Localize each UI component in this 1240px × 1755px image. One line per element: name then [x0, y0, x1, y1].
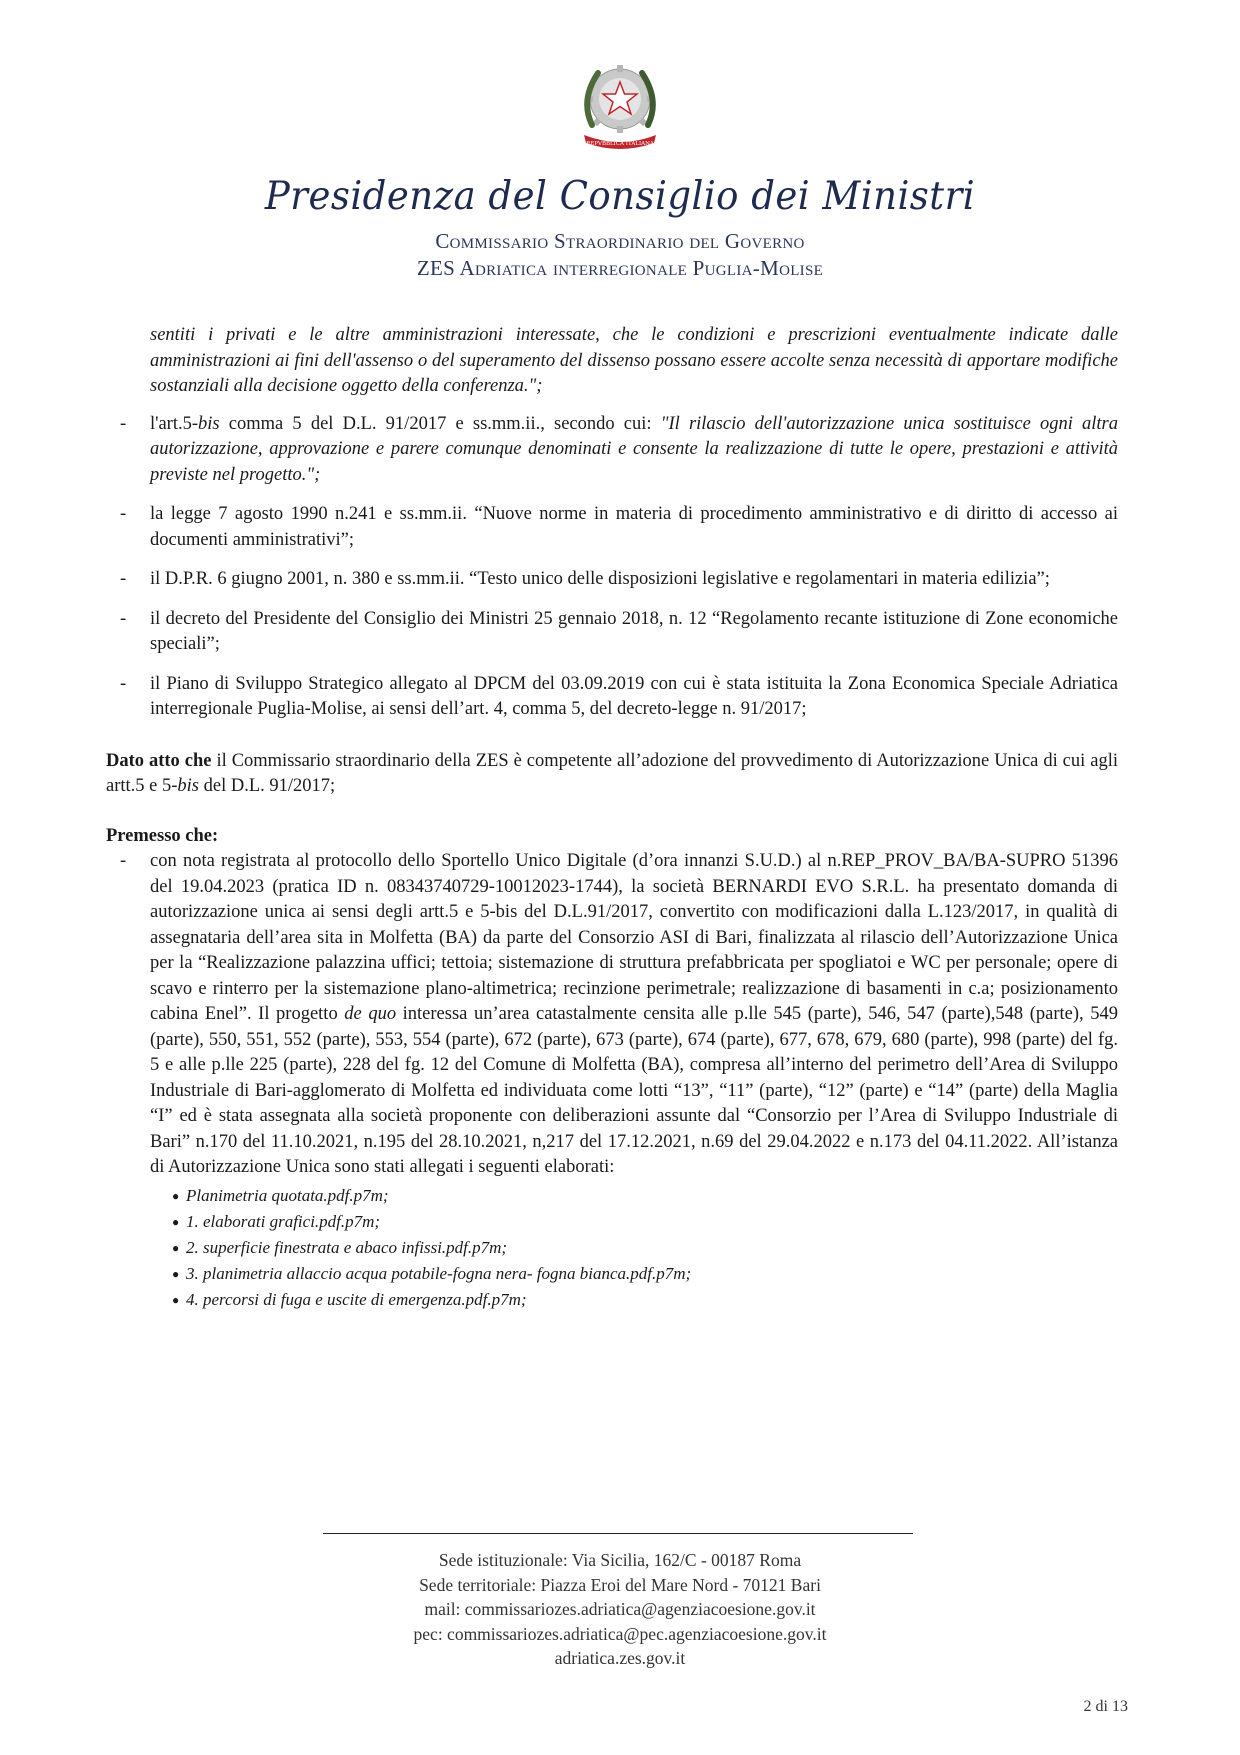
reference-item: - il decreto del Presidente del Consiglio dei Ministri 25 gennaio 2018, n. 12 “Regolamento recante istituzione di Zone economiche speciali”; — [120, 608, 1118, 654]
attachment-item: ● Planimetria quotata.pdf.p7m; — [172, 1183, 1118, 1209]
attachments-list — [172, 1183, 1118, 1313]
bullet-icon: ● — [172, 1266, 180, 1281]
quoted-text-continuation: sentiti i privati e le altre amministrazioni interessate, che le condizioni e prescrizioni eventualmente indicate dalle amministrazioni ai fini dell'assenso o del superamento del dissenso possano essere accolte senza necessità di apportare modifiche sostanziali alla decisione oggetto della conferenza."; — [150, 325, 1118, 396]
footer-territorial-address: Sede territoriale: Piazza Eroi del Mare Nord - 70121 Bari — [419, 1574, 821, 1595]
premesso-item: - con nota registrata al protocollo dello Sportello Unico Digitale (d’ora innanzi S.U.D.) al n.REP_PROV_BA/BA-SUPRO 51396 del 19.04.2023 (pratica ID n. 08343740729-10012023-1744), la società BERNARDI EVO S.R.L. ha presentato domanda di autorizzazione unica ai sensi degli artt.5 e 5-bis del D.L.91/2017, convertito con modificazioni dalla L.123/2017, in qualità di assegnataria dell’area sita in Molfetta (BA) da parte del Consorzio ASI di Bari, finalizzata al rilascio dell’Autorizzazione Unica per la “Realizzazione palazzina uffici; tettoia; sistemazione di struttura prefabbricata per spogliatoi e WC per personale; opere di scavo e rinterro per la sistemazione plano-altimetrica; recinzione perimetrale; realizzazione di basamenti in c.a; posizionamento cabina Enel”. Il progetto de quo interessa un’area catastalmente censita alle p.lle 545 (parte), 546, 547 (parte),548 (parte), 549 (parte), 550, 551, 552 (parte), 553, 554 (parte), 672 (parte), 673 (parte), 674 (parte), 677, 678, 679, 680 (parte), 998 (parte) del fg. 5 e alle p.lle 225 (parte), 228 del fg. 12 del Comune di Molfetta (BA), compresa all’interno del perimetro dell’Area di Sviluppo Industriale di Bari-agglomerato di Molfetta ed individuata come lotti “13”, “11” (parte), “12” (parte) e “14” (parte) della Maglia “I” ed è stata assegnata alla società proponente con deliberazioni assunte dal “Consorzio per l’Area di Sviluppo Industriale di Bari” n.170 del 11.10.2021, n.195 del 28.10.2021, n,217 del 17.12.2021, n.69 del 29.04.2022 e n.173 del 04.11.2022. All’istanza di Autorizzazione Unica sono stati allegati i seguenti elaborati: — [120, 851, 1118, 1177]
svg-text:REPVBBLICA ITALIANA: REPVBBLICA ITALIANA — [586, 141, 654, 147]
zes-subtitle: ZES Adriatica interregionale Puglia-Molise — [416, 256, 824, 280]
dash-bullet: - — [120, 504, 127, 524]
page-number: 2 di 13 — [1083, 1698, 1128, 1715]
dash-bullet: - — [120, 608, 127, 629]
footer-institutional-address: Sede istituzionale: Via Sicilia, 162/C - 00187 Roma — [438, 1550, 802, 1570]
law-quote: "Il rilascio dell'autorizzazione unica sostituisce ogni altra autorizzazione, approvazione e parere comunque denominati e consente la realizzazione di tutte le opere, prestazioni e attività previste nel progetto."; — [150, 413, 1118, 485]
reference-item: - il D.P.R. 6 giugno 2001, n. 380 e ss.mm.ii. “Testo unico delle disposizioni legislative e regolamentari in materia edilizia”; — [118, 567, 1118, 593]
footer-pec: pec: commissariozes.adriatica@pec.agenziacoesione.gov.it — [413, 1623, 827, 1644]
attachment-item: ● 1. elaborati grafici.pdf.p7m; — [172, 1209, 1118, 1235]
bullet-icon: ● — [172, 1240, 180, 1255]
footer-divider — [323, 1533, 913, 1534]
reference-item: - il Piano di Sviluppo Strategico allegato al DPCM del 03.09.2019 con cui è stata istituita la Zona Economica Speciale Adriatica interregionale Puglia-Molise, ai sensi dell’art. 4, comma 5, del decreto-legge n. 91/2017; — [120, 673, 1118, 719]
footer-mail: mail: commissariozes.adriatica@agenziacoesione.gov.it — [424, 1599, 816, 1619]
reference-item: - la legge 7 agosto 1990 n.241 e ss.mm.ii. “Nuove norme in materia di procedimento amministrativo e di diritto di accesso ai documenti amministrativi”; — [120, 504, 1118, 550]
letterhead — [0, 55, 1240, 282]
attachment-item: ● 3. planimetria allaccio acqua potabile-fogna nera- fogna bianca.pdf.p7m; — [172, 1261, 1118, 1287]
italian-republic-emblem-icon — [570, 55, 670, 155]
footer-contacts — [0, 1548, 1240, 1671]
bullet-icon: ● — [172, 1292, 180, 1307]
dash-bullet: - — [120, 851, 127, 871]
dato-atto-paragraph: Dato atto che il Commissario straordinario della ZES è competente all’adozione del provvedimento di Autorizzazione Unica di cui agli artt.5 e 5-bis del D.L. 91/2017; — [106, 750, 1118, 796]
dash-bullet: - — [120, 569, 127, 589]
bullet-icon: ● — [172, 1214, 180, 1229]
bullet-icon: ● — [172, 1188, 180, 1203]
commissioner-subtitle: Commissario Straordinario del Governo — [435, 229, 805, 253]
attachment-item: ● 4. percorsi di fuga e uscite di emergenza.pdf.p7m; — [172, 1287, 1118, 1313]
attachment-item: ● 2. superficie finestrata e abaco infissi.pdf.p7m; — [172, 1235, 1118, 1261]
premesso-heading: Premesso che: — [106, 825, 219, 846]
dash-bullet: - — [120, 673, 127, 694]
dash-bullet: - — [120, 413, 127, 434]
document-body — [106, 323, 1118, 1313]
institution-title: Presidenza del Consiglio dei Ministri — [264, 174, 976, 219]
reference-item: - l'art.5-bis comma 5 del D.L. 91/2017 e ss.mm.ii., secondo cui: "Il rilascio dell'autorizzazione unica sostituisce ogni altra autorizzazione, approvazione e parere comunque denominati e consente la realizzazione di tutte le opere, prestazioni e attività previste nel progetto."; — [120, 413, 1118, 485]
footer-website: adriatica.zes.gov.it — [554, 1648, 686, 1668]
